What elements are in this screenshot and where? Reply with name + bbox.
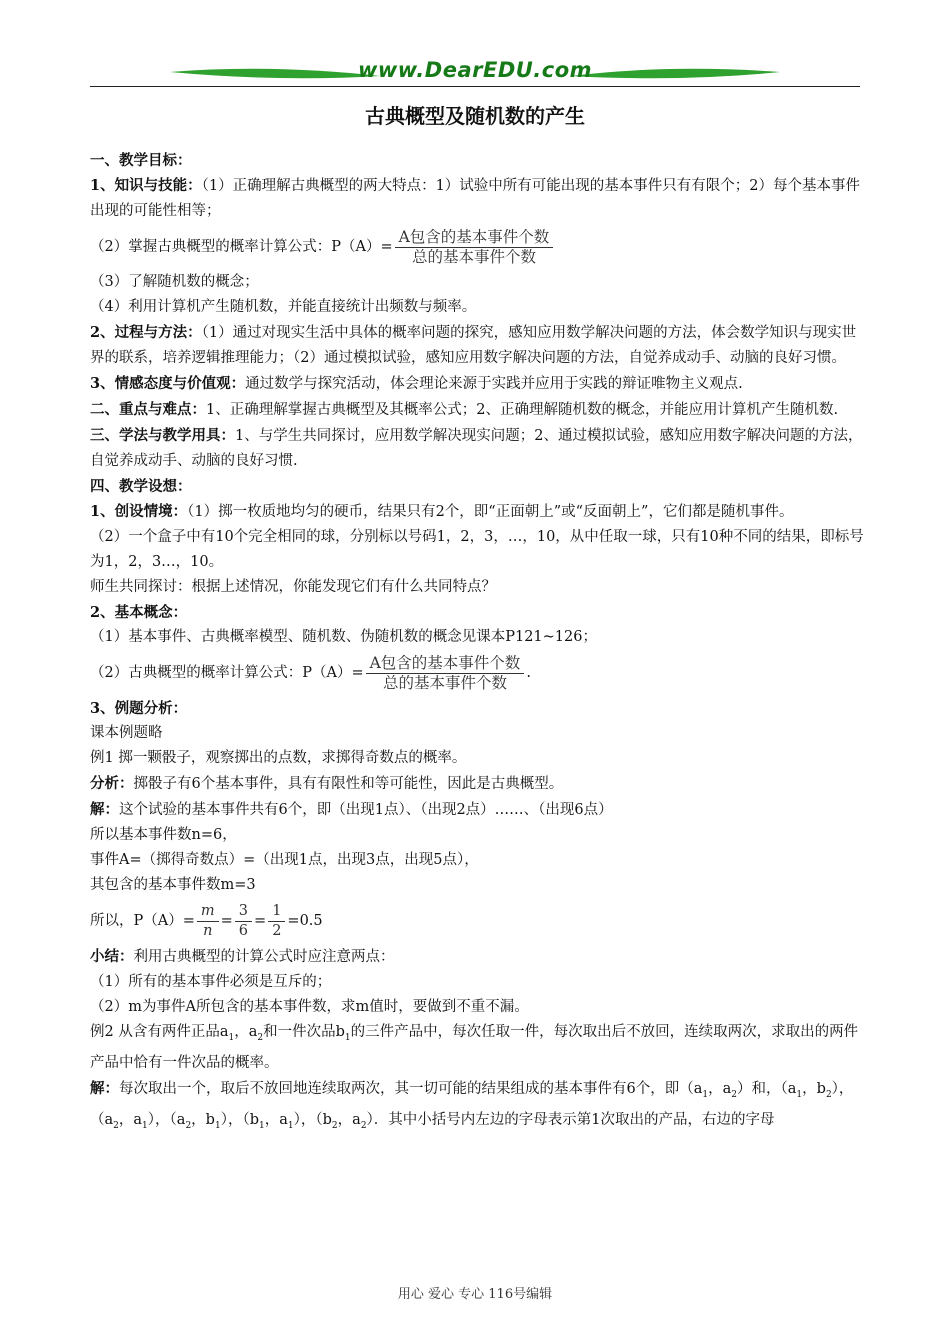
subscript: 1 [259, 1120, 265, 1131]
paragraph: 课本例题略 [90, 725, 163, 741]
label: 分析： [90, 775, 134, 792]
label: 解： [90, 1079, 119, 1097]
site-logo-text: www.DearEDU.com [357, 58, 593, 82]
section-heading: 一、教学目标： [90, 152, 192, 169]
text: 1、正确理解掌握古典概型及其概率公式；2、正确理解随机数的概念，并能应用计算机产生随机数. [206, 402, 839, 418]
text: （1）掷一枚质地均匀的硬币，结果只有2个，即“正面朝上”或“反面朝上”，它们都是随机事件。 [187, 504, 794, 520]
fraction [197, 902, 219, 941]
paragraph [90, 397, 865, 423]
subscript: 2 [331, 1120, 338, 1131]
text: 和一件次品b [263, 1024, 345, 1040]
paragraph: （3）了解随机数的概念； [90, 274, 259, 290]
paragraph [90, 423, 865, 474]
paragraph [90, 797, 865, 823]
text: 掷骰子有6个基本事件，具有有限性和等可能性，因此是古典概型。 [133, 776, 564, 792]
label: 2、基本概念： [90, 604, 188, 621]
label: 1、创设情境： [90, 503, 188, 520]
section-heading: 四、教学设想： [90, 478, 192, 495]
fraction-numerator: m [197, 902, 219, 922]
paragraph [90, 944, 865, 970]
paragraph [90, 371, 865, 397]
paragraph: 师生共同探讨：根据上述情况，你能发现它们有什么共同特点？ [90, 579, 496, 595]
fraction-denominator: 6 [238, 922, 249, 939]
page-header [90, 58, 860, 90]
label: 解： [90, 801, 119, 818]
paragraph [90, 320, 865, 371]
document-body [90, 148, 865, 1139]
label: 小结： [90, 948, 134, 965]
text: 1、与学生共同探讨，应用数学解决现实问题；2、通过模拟试验，感知应用数字解决问题的方法，自觉养成动手、动脑的良好习惯. [90, 428, 863, 469]
subscript: 1 [142, 1120, 148, 1131]
text: 利用古典概型的计算公式时应注意两点： [133, 949, 395, 965]
fraction [395, 228, 554, 267]
fraction-denominator: 2 [272, 922, 282, 939]
fraction-denominator: 总的基本事件个数 [411, 247, 536, 266]
paragraph: （1）基本事件、古典概率模型、随机数、伪随机数的概念见课本P121~126； [90, 629, 597, 645]
paragraph [90, 771, 865, 797]
fraction-numerator: A包含的基本事件个数 [366, 654, 525, 674]
text: . [526, 665, 531, 681]
subscript: 1 [796, 1089, 803, 1100]
label: 3、情感态度与价值观： [90, 375, 246, 392]
subscript: 1 [214, 1120, 221, 1131]
text: = [220, 913, 233, 929]
fraction-numerator: A包含的基本事件个数 [395, 228, 554, 248]
subscript: 1 [287, 1120, 294, 1131]
header-rule [90, 86, 860, 87]
fraction-denominator: 总的基本事件个数 [382, 673, 507, 692]
text: 这个试验的基本事件共有6个，即（出现1点）、（出现2点）……、（出现6点） [119, 802, 613, 818]
subscript: 2 [257, 1032, 264, 1043]
paragraph: （2）m为事件A所包含的基本事件数，求m值时，要做到不重不漏。 [90, 999, 529, 1015]
fraction [366, 654, 525, 693]
text: 通过数学与探究活动，体会理论来源于实践并应用于实践的辩证唯物主义观点. [245, 376, 743, 392]
paragraph: 所以基本事件数n=6， [90, 827, 237, 843]
text: ），（b [293, 1111, 332, 1128]
subscript: 2 [731, 1089, 737, 1100]
paragraph: 事件A=（掷得奇数点）=（出现1点，出现3点，出现5点）， [90, 852, 479, 868]
label: 2、过程与方法： [90, 324, 202, 341]
paragraph [90, 1020, 865, 1076]
paragraph: （4）利用计算机产生随机数，并能直接统计出频数与频率。 [90, 299, 477, 315]
subscript: 2 [185, 1120, 192, 1131]
label: 3、例题分析： [90, 700, 188, 717]
formula-line [90, 224, 865, 270]
paragraph: 其包含的基本事件数m=3 [90, 877, 256, 893]
text: ），（a [147, 1111, 186, 1128]
text: 所以，P（A）= [90, 913, 195, 929]
subscript: 2 [825, 1089, 832, 1100]
paragraph: （1）所有的基本事件必须是互斥的； [90, 974, 332, 990]
text: = [254, 913, 267, 929]
paragraph [90, 173, 865, 224]
subscript: 1 [344, 1032, 351, 1043]
label: 二、重点与难点： [90, 401, 206, 418]
text: 每次取出一个，取后不放回地连续取两次，其一切可能的结果组成的基本事件有6个，即（a [119, 1080, 703, 1097]
text: 的三件产品中，每次任取一件，每次取出后不放回，连续取两次，求取出的两件产品中恰有一件次品的概率。 [90, 1024, 859, 1071]
formula-line [90, 898, 865, 944]
text: （1）正确理解古典概型的两大特点：1）试验中所有可能出现的基本事件只有有限个；2）每个基本事件出现的可能性相等； [90, 178, 861, 219]
paragraph [90, 499, 865, 525]
text: （1）通过对现实生活中具体的概率问题的探究，感知应用数学解决问题的方法，体会数学知识与现实世界的联系，培养逻辑推理能力；（2）通过模拟试验，感知应用数字解决问题的方法，自觉养成动手、动脑的良好习惯。 [90, 325, 857, 366]
paragraph: 解：每次取出一个，取后不放回地连续取两次，其一切可能的结果组成的基本事件有6个，即（$a_1$，$a_2$）和，（$a_1$，$b_2$），（$a_2$，$a_1$），（$a_2$，$b_1$），（$b_1$，$a_1$），（$b_2$，$a_2$）．其中小括号内左边的字母表示第1次取出的产品，右边的字母 [90, 1079, 854, 1131]
subscript: 1 [702, 1089, 709, 1100]
fraction-denominator: n [203, 922, 213, 939]
text: ）．其中小括号内左边的字母表示第1次取出的产品，右边的字母 [366, 1111, 775, 1128]
paragraph: 例1 掷一颗骰子，观察掷出的点数，求掷得奇数点的概率。 [90, 750, 467, 766]
label: 三、学法与教学用具： [90, 427, 235, 444]
page-title: 古典概型及随机数的产生 [365, 104, 585, 128]
fraction-numerator: 1 [268, 902, 285, 922]
text: （2）古典概型的概率计算公式：P（A）= [90, 665, 364, 681]
subscript: 2 [360, 1120, 367, 1131]
text: （2）掌握古典概型的概率计算公式：P（A）= [90, 239, 393, 255]
text: 例2 从含有两件正品a [90, 1024, 229, 1040]
text: =0.5 [287, 913, 323, 929]
subscript: 1 [228, 1032, 235, 1043]
text: ，a [234, 1024, 258, 1040]
fraction [235, 902, 252, 941]
label: 1、知识与技能： [90, 177, 202, 194]
formula-line [90, 650, 865, 696]
fraction-numerator: 3 [235, 902, 252, 922]
subscript: 2 [113, 1120, 119, 1131]
paragraph: （2）一个盒子中有10个完全相同的球，分别标以号码1，2，3，…，10，从中任取一球，只有10种不同的结果，即标号为1，2，3…，10。 [90, 529, 864, 570]
page-footer: 用心 爱心 专心 116号编辑 [397, 1287, 553, 1302]
fraction [268, 902, 285, 941]
